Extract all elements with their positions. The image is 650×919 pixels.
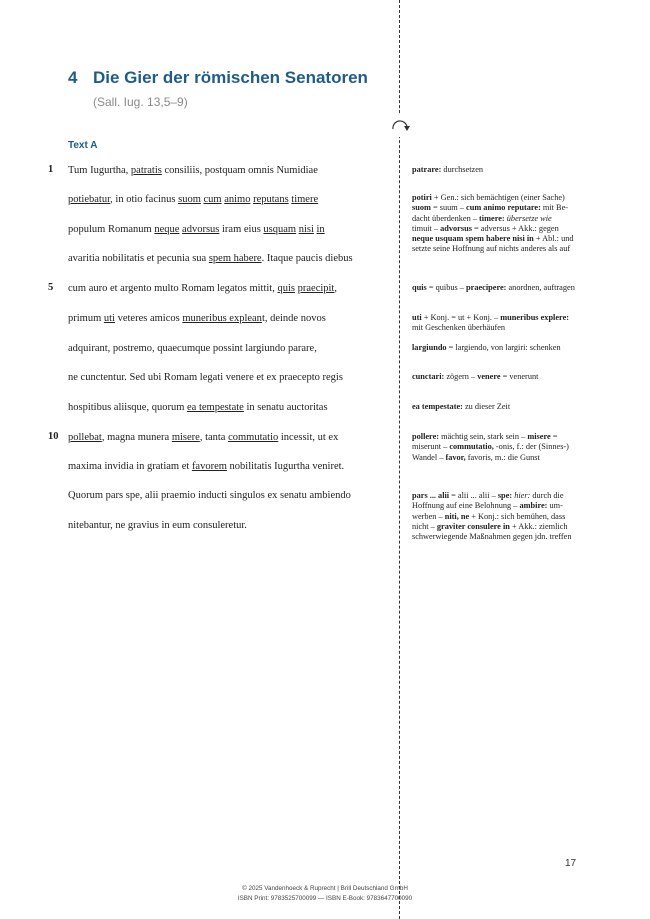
latin-line: avaritia nobilitatis et pecunia sua spem habere. Itaque paucis diebus bbox=[68, 253, 353, 264]
latin-line: potiebatur, in otio facinus suom cum animo reputans timere bbox=[68, 194, 319, 205]
gloss-entry: quis = quibus – praecipere: anordnen, auftragen bbox=[412, 283, 575, 292]
gloss-entry: uti + Konj. = ut + Konj. – muneribus explere: mit Geschenken überhäufen bbox=[412, 313, 570, 333]
latin-line: maxima invidia in gratiam et favorem nobilitatis Iugurtha veniret. bbox=[68, 461, 345, 472]
line-number: 5 bbox=[48, 282, 54, 293]
latin-line: hospitibus aliisque, quorum ea tempestate in senatu auctoritas bbox=[68, 402, 328, 413]
chapter-number: 4 bbox=[68, 68, 78, 87]
gloss-entry: cunctari: zögern – venere = venerunt bbox=[412, 372, 539, 381]
footer-copyright: © 2025 Vandenhoeck & Ruprecht | Brill Deutschland GmbH bbox=[242, 885, 408, 892]
footer-isbn: ISBN Print: 9783525700099 — ISBN E-Book: 9783647700090 bbox=[237, 895, 413, 902]
gloss-entry: pollere: mächtig sein, stark sein – misere = miserunt – commutatio, -onis, f.: der (Sinnes-) Wandel – favor, favoris, m.: die Gunst bbox=[412, 432, 569, 462]
latin-line: cum auro et argento multo Romam legatos mittit, quis praecipit, bbox=[68, 283, 337, 294]
line-number: 1 bbox=[48, 164, 54, 175]
gloss-entry: largiundo = largiendo, von largiri: schenken bbox=[412, 343, 561, 352]
chapter-title: Die Gier der römischen Senatoren bbox=[93, 68, 368, 87]
latin-line: nitebantur, ne gravius in eum consuleretur. bbox=[68, 520, 247, 531]
page-number: 17 bbox=[565, 858, 577, 869]
latin-line: adquirant, postremo, quaecumque possint largiundo parare, bbox=[68, 343, 317, 354]
gloss-entry: ea tempestate: zu dieser Zeit bbox=[412, 402, 511, 411]
fold-line bbox=[399, 0, 400, 919]
chapter-source: (Sall. Iug. 13,5–9) bbox=[93, 95, 188, 109]
fold-arrow-icon bbox=[389, 115, 411, 137]
latin-line: primum uti veteres amicos muneribus expleant, deinde novos bbox=[68, 313, 326, 324]
latin-line: populum Romanum neque advorsus iram eius usquam nisi in bbox=[68, 224, 325, 235]
line-number: 10 bbox=[48, 431, 59, 442]
latin-line: Quorum pars spe, alii praemio inducti singulos ex senatu ambiendo bbox=[68, 490, 351, 501]
latin-line: ne cunctentur. Sed ubi Romam legati venere et ex praecepto regis bbox=[68, 372, 343, 383]
gloss-entry: pars ... alii = alii ... alii – spe: hier: durch die Hoffnung auf eine Belohnung – ambire: um- werben – niti, ne + Konj.: sich bemühen, dass nicht – graviter consulere in + Akk.: ziemlich schwerwiegende Maßnahmen gegen jdn. treffen bbox=[412, 491, 572, 542]
gloss-entry: potiri + Gen.: sich bemächtigen (einer Sache) suom = suum – cum animo reputare: mit Be- dacht überdenken – timere: übersetze wie timuit – advorsus = adversus + Akk.: gegen neque usquam spem habere nisi in + Abl.: und setzte seine Hoffnung auf nichts anderes als auf bbox=[412, 193, 574, 254]
latin-line: pollebat, magna munera misere, tanta commutatio incessit, ut ex bbox=[68, 432, 339, 443]
gloss-entry: patrare: durchsetzen bbox=[412, 165, 484, 174]
text-label: Text A bbox=[68, 140, 98, 151]
latin-line: Tum Iugurtha, patratis consiliis, postquam omnis Numidiae bbox=[68, 165, 318, 176]
